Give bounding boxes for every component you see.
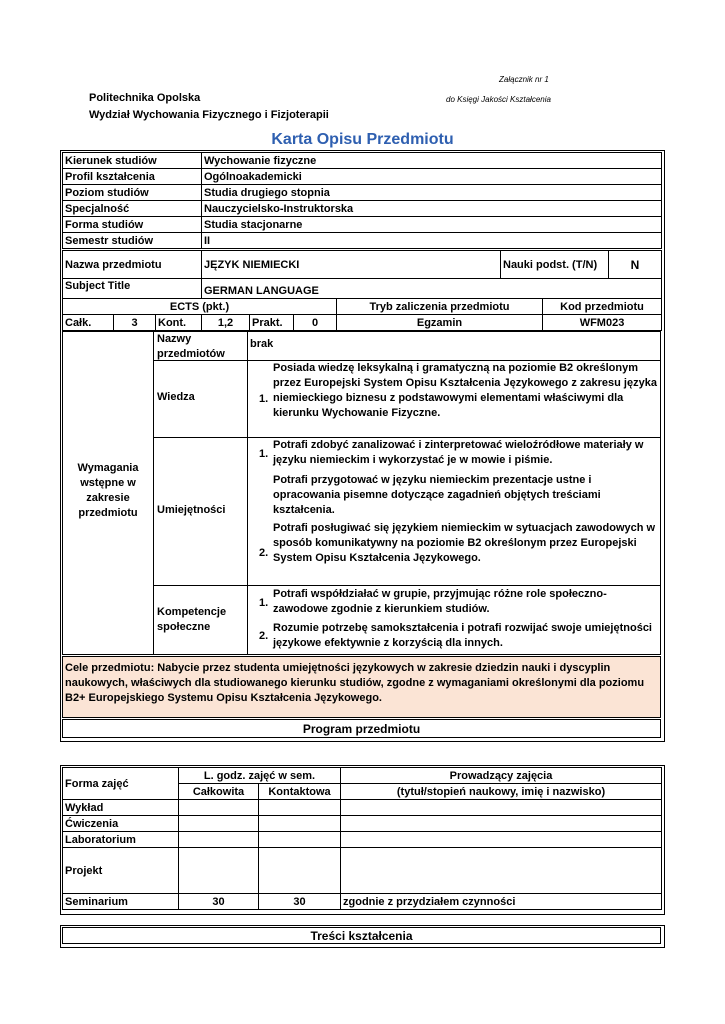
hours-header: L. godz. zajęć w sem.	[179, 768, 341, 784]
page-title: Karta Opisu Przedmiotu	[271, 131, 454, 148]
attachment-note: Załącznik nr 1	[499, 75, 549, 84]
exam-header: Tryb zaliczenia przedmiotu	[337, 299, 543, 315]
exam-mode: Egzamin	[337, 315, 543, 331]
attachment-ref: do Księgi Jakości Kształcenia	[446, 95, 551, 104]
skills-text-1: Potrafi zdobyć zanalizować i zinterpretować wieloźródłowe materiały w języku niemieckim i wykorzystać je w mowie i piśmie.	[273, 439, 644, 466]
ects-header: ECTS (pkt.)	[63, 299, 337, 315]
lecturer-header: Prowadzący zajęcia	[341, 768, 662, 784]
subject-title: GERMAN LANGUAGE	[202, 279, 662, 299]
skills-num-1: 1.	[259, 448, 269, 460]
ects-prakt: 0	[294, 315, 337, 331]
requirements-label: Wymagania wstępne w zakresie przedmiotu	[77, 462, 139, 519]
class-form: Laboratorium	[63, 832, 179, 848]
divider	[153, 331, 154, 655]
info-value: II	[202, 233, 662, 249]
form-header: Forma zajęć	[63, 768, 179, 800]
class-form: Ćwiczenia	[63, 816, 179, 832]
basic-science-value: N	[609, 251, 662, 279]
class-contact	[259, 800, 341, 816]
class-lecturer: zgodnie z przydziałem czynności	[341, 894, 662, 910]
classes-table	[62, 767, 662, 910]
content-header: Treści kształcenia	[62, 927, 661, 944]
info-label: Specjalność	[63, 201, 202, 217]
code-header: Kod przedmiotu	[543, 299, 662, 315]
subjects-label: Nazwy przedmiotów	[157, 333, 225, 360]
divider	[153, 585, 661, 586]
info-value: Ogólnoakademicki	[202, 169, 662, 185]
info-value: Nauczycielsko-Instruktorska	[202, 201, 662, 217]
class-form: Projekt	[63, 848, 179, 894]
social-num-2: 2.	[259, 630, 269, 642]
class-total	[179, 848, 259, 894]
class-form: Wykład	[63, 800, 179, 816]
info-label: Profil kształcenia	[63, 169, 202, 185]
ects-kont: 1,2	[202, 315, 250, 331]
info-value: Wychowanie fizyczne	[202, 153, 662, 169]
class-total	[179, 800, 259, 816]
basic-science-label: Nauki podst. (T/N)	[501, 251, 609, 279]
contact-header: Kontaktowa	[259, 784, 341, 800]
class-contact	[259, 848, 341, 894]
ects-total-label: Całk.	[63, 315, 114, 331]
subject-table	[62, 250, 662, 299]
social-text-2: Rozumie potrzebę samokształcenia i potrafi rozwijać swoje umiejętności językowe efektywnie z korzyścią dla innych.	[273, 622, 652, 649]
skills-text-2: Potrafi posługiwać się językiem niemieckim w sytuacjach zawodowych w sposób komunikatywny na poziomie B2 określonym przez Europejski System Opisu Kształcenia Językowego.	[273, 522, 656, 564]
class-contact: 30	[259, 894, 341, 910]
divider	[247, 331, 248, 655]
class-lecturer	[341, 848, 662, 894]
lecturer-subheader: (tytuł/stopień naukowy, imię i nazwisko)	[341, 784, 662, 800]
info-value: Studia drugiego stopnia	[202, 185, 662, 201]
university-name: Politechnika Opolska	[89, 92, 201, 104]
social-text-1: Potrafi współdziałać w grupie, przyjmując różne role społeczno-zawodowe zgodnie z kierunkiem studiów.	[273, 588, 607, 615]
class-form: Seminarium	[63, 894, 179, 910]
program-header: Program przedmiotu	[62, 719, 661, 738]
info-label: Poziom studiów	[63, 185, 202, 201]
social-label: Kompetencje społeczne	[157, 606, 227, 633]
class-lecturer	[341, 800, 662, 816]
faculty-name: Wydział Wychowania Fizycznego i Fizjoterapii	[89, 109, 329, 121]
class-contact	[259, 832, 341, 848]
ects-prakt-label: Prakt.	[250, 315, 294, 331]
info-label: Kierunek studiów	[63, 153, 202, 169]
subject-name-label: Nazwa przedmiotu	[63, 251, 202, 279]
class-total: 30	[179, 894, 259, 910]
info-value: Studia stacjonarne	[202, 217, 662, 233]
ects-total: 3	[114, 315, 156, 331]
info-label: Forma studiów	[63, 217, 202, 233]
class-lecturer	[341, 832, 662, 848]
class-total	[179, 832, 259, 848]
skills-label: Umiejętności	[157, 504, 226, 516]
course-code: WFM023	[543, 315, 662, 331]
subject-name: JĘZYK NIEMIECKI	[202, 251, 501, 279]
total-header: Całkowita	[179, 784, 259, 800]
social-num-1: 1.	[259, 597, 269, 609]
knowledge-text: Posiada wiedzę leksykalną i gramatyczną na poziomie B2 określonym przez Europejski System Opisu Kształcenia Językowego z zakresu języka niemieckiego biznesu z podstawowymi elementami właściwymi dla kierunku Wychowanie Fizyczne.	[273, 362, 657, 419]
skills-num-2: 2.	[259, 547, 269, 559]
course-goals: Cele przedmiotu: Nabycie przez studenta umiejętności językowych w zakresie dziedzin nauki i dyscyplin naukowych, właściwych dla studiowanego kierunku studiów, zgodne z wymaganiami określonymi dla poziomu B2+ Europejskiego Systemu Opisu Kształcenia Językowego.	[62, 656, 661, 718]
ects-table	[62, 298, 662, 331]
info-label: Semestr studiów	[63, 233, 202, 249]
knowledge-label: Wiedza	[157, 391, 195, 403]
subjects-value: brak	[250, 338, 274, 350]
class-total	[179, 816, 259, 832]
knowledge-num: 1.	[259, 393, 269, 405]
skills-text-1b: Potrafi przygotować w języku niemieckim prezentacje ustne i opracowania pisemne dotyczące zagadnień objętych treściami kształcenia.	[273, 474, 601, 516]
subject-title-label: Subject Title	[63, 279, 202, 299]
ects-kont-label: Kont.	[156, 315, 202, 331]
class-contact	[259, 816, 341, 832]
info-table	[62, 152, 662, 249]
class-lecturer	[341, 816, 662, 832]
